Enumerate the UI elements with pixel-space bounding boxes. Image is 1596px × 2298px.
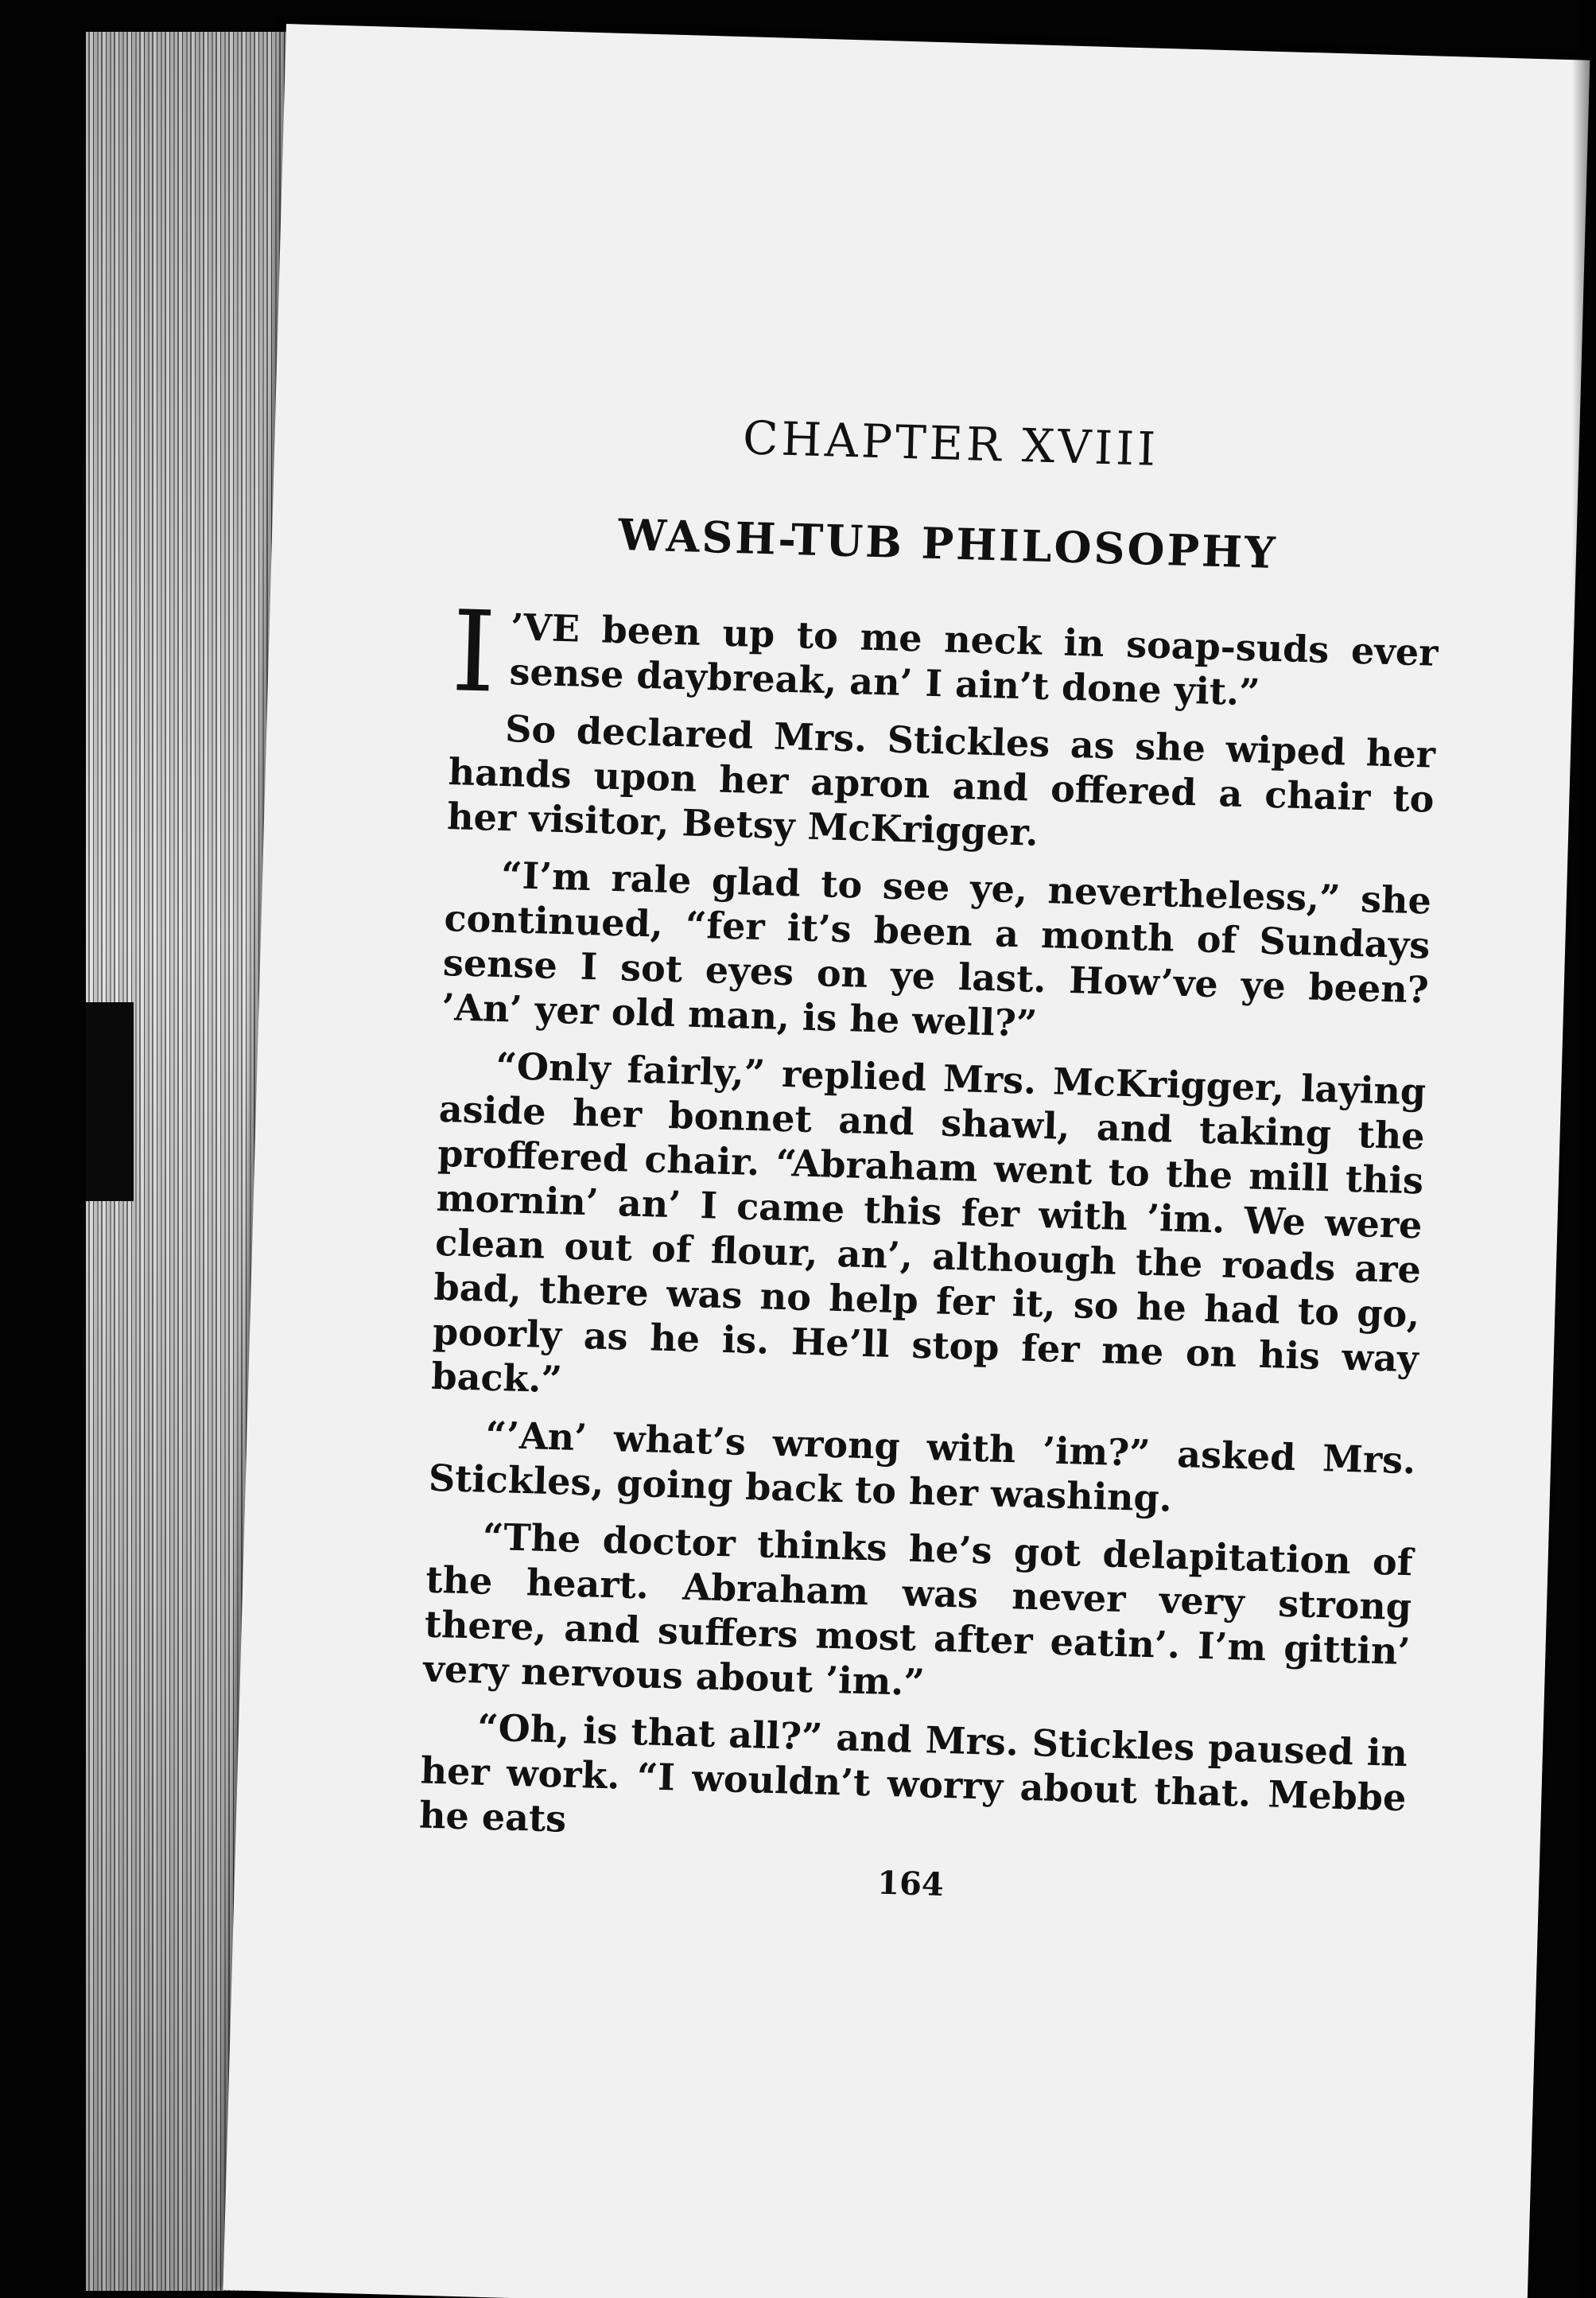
paragraph-5: “’An’ what’s wrong with ’im?” asked Mrs. Stickles, going back to her washing. xyxy=(428,1413,1416,1520)
paragraph-4: “Only fairly,” replied Mrs. McKrigger, laying aside her bonnet and shawl, and taking the proffered chair. “Abraham went to the mill this mornin’ an’ I came this fer with ’im. We were clean out of flour, an’, although the roads are bad, there was no help fer it, so he had to go, poorly as he is. He’ll stop fer me on his way back.” xyxy=(430,1044,1427,1402)
drop-cap: I xyxy=(449,587,498,718)
page-number: 164 xyxy=(876,1864,945,1903)
chapter-number: CHAPTER XVIII xyxy=(742,410,1159,476)
book-binding-shadow xyxy=(86,1002,134,1201)
paragraph-6: “The doctor thinks he’s got delapitation of the heart. Abraham was never very strong there, and suffers most after eatin’. I’m gittin’ very nervous about ’im.” xyxy=(422,1515,1414,1705)
scan-edge-shadow xyxy=(1572,0,1596,2298)
text-block xyxy=(417,402,1445,1916)
paragraph-7: “Oh, is that all?” and Mrs. Stickles paused in her work. “I wouldn’t worry about that. Mebbe he eats xyxy=(418,1705,1408,1841)
paragraph-1-text: ’VE been up to me neck in soap-suds ever sense daybreak, an’ I ain’t done yit.” xyxy=(508,605,1439,714)
chapter-title: WASH-TUB PHILOSOPHY xyxy=(617,508,1279,579)
paragraph-3: “I’m rale glad to see ye, nevertheless,” she continued, “fer it’s been a month of Sundays sense I sot eyes on ye last. How’ve ye been? ’An’ yer old man, is he well?” xyxy=(441,853,1432,1045)
book-page xyxy=(223,24,1590,2298)
paragraph-1 xyxy=(449,587,1439,720)
paragraph-2: So declared Mrs. Stickles as she wiped her hands upon her apron and offered a chair to her visitor, Betsy McKrigger. xyxy=(446,707,1436,854)
